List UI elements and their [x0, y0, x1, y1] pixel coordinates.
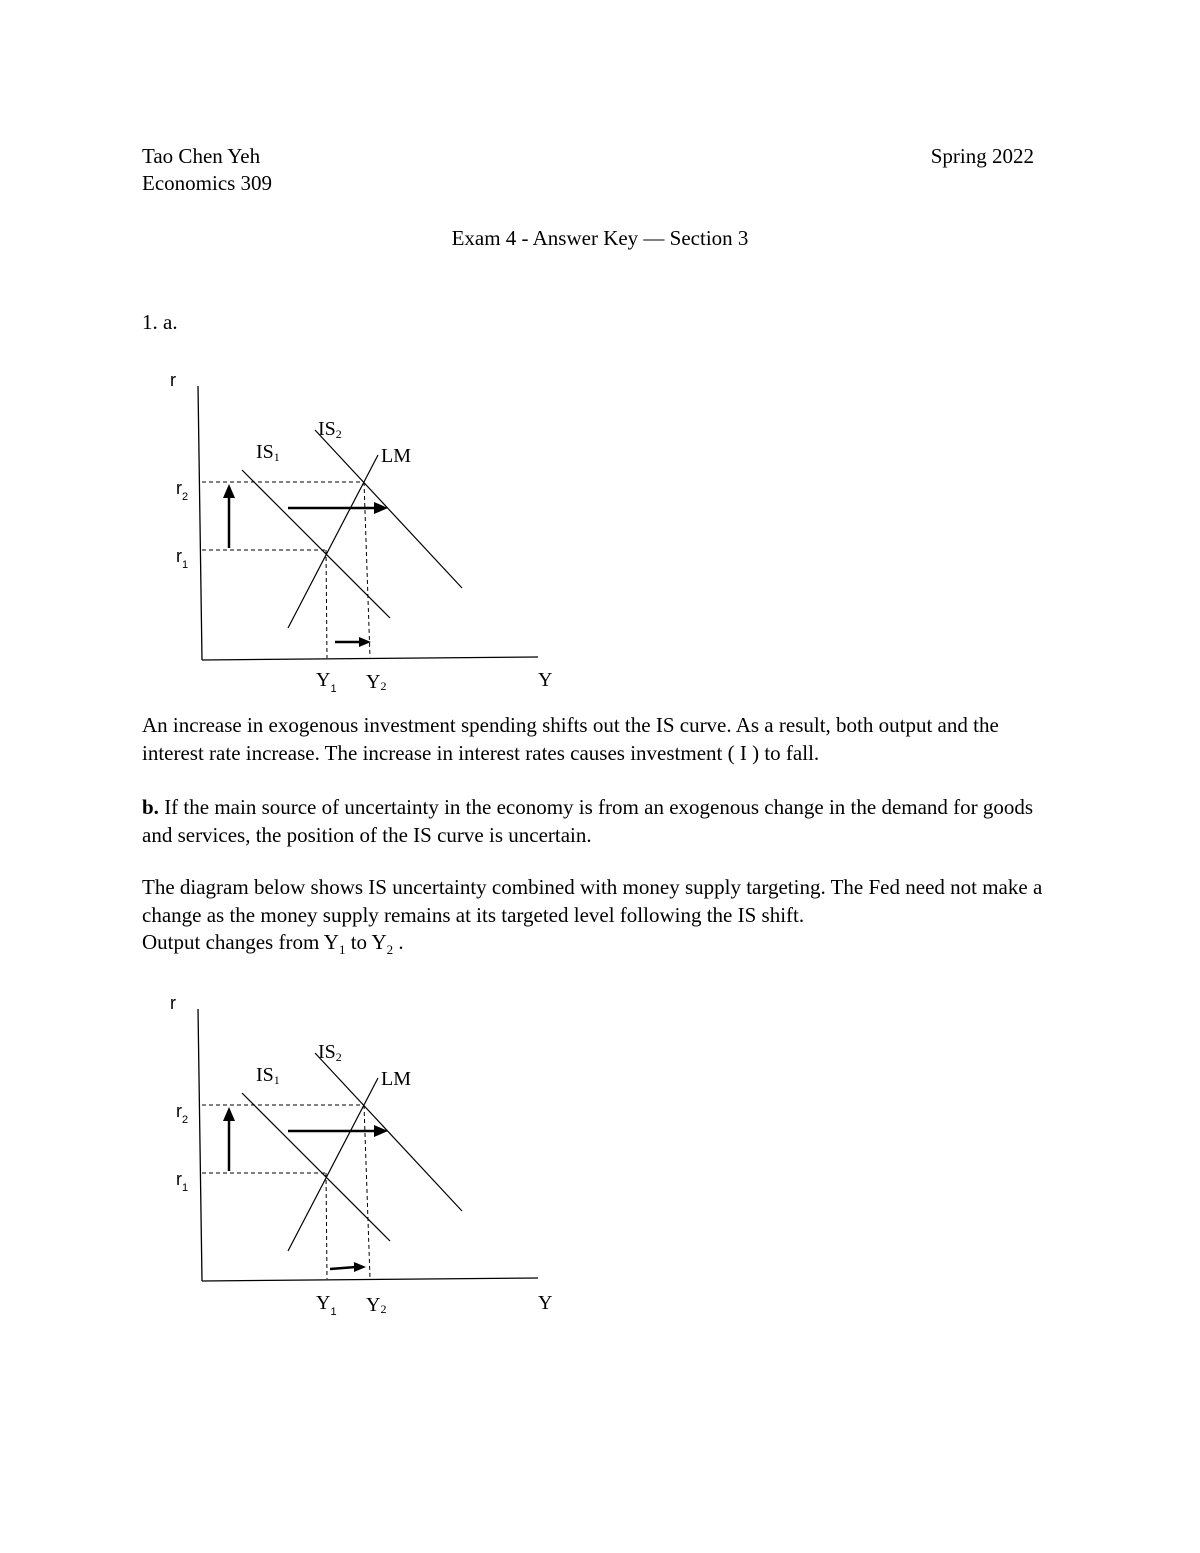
- interest-rate-arrow: [223, 484, 235, 548]
- lm-curve: [288, 1078, 378, 1251]
- part-b-paragraph-1: [142, 794, 1062, 849]
- part-b-paragraph-3: [142, 929, 1062, 964]
- output-arrow: [335, 637, 371, 647]
- r-axis-label: r: [170, 993, 176, 1013]
- part-b-paragraph-2: The diagram below shows IS uncertainty combined with money supply targeting. The Fed need not make a change as the money supply remains at its targeted level following the IS shift.: [142, 875, 1043, 927]
- r1-label: $r_1$: [176, 1169, 189, 1194]
- y1-label: $Y_1$: [316, 669, 337, 695]
- y1-guide: [326, 1173, 327, 1279]
- output-arrow: [330, 1262, 366, 1272]
- r2-label: $r_2$: [176, 478, 189, 503]
- term: Spring 2022: [930, 144, 1034, 168]
- output-text-mid: to Y: [345, 930, 387, 954]
- y-axis-label: Y: [538, 1292, 553, 1314]
- r1-label: $r_1$: [176, 546, 189, 571]
- y-axis: [202, 657, 538, 660]
- part-a-explanation: An increase in exogenous investment spending shifts out the IS curve. As a result, both output and the interest rate increase. The increase in interest rates causes investment ( I ) to fall.: [142, 713, 999, 765]
- diagram-axes: [198, 386, 538, 660]
- output-sub-1: 1: [338, 942, 346, 958]
- r-axis-label: r: [170, 370, 176, 390]
- y-axis: [202, 1278, 538, 1281]
- diagram-axes: [198, 1009, 538, 1281]
- is1-label: IS1: [256, 441, 280, 464]
- y2-label: Y2: [366, 1294, 387, 1316]
- page-title: Exam 4 - Answer Key — Section 3: [451, 226, 749, 250]
- y1-label: $Y_1$: [316, 1292, 337, 1318]
- y2-label: Y2: [366, 671, 387, 693]
- y1-guide: [326, 550, 327, 658]
- is-lm-diagram-2: [150, 983, 570, 1323]
- r2-label: $r_2$: [176, 1101, 189, 1126]
- part-b-label: b.: [142, 795, 159, 819]
- is-shift-arrow: [288, 502, 388, 514]
- question-label: 1. a.: [142, 310, 178, 334]
- output-text-prefix: Output changes from Y: [142, 930, 339, 954]
- course-name: Economics 309: [142, 171, 273, 195]
- is-shift-arrow: [288, 1125, 388, 1137]
- is1-label: IS1: [256, 1064, 280, 1087]
- part-b-text-1: If the main source of uncertainty in the economy is from an exogenous change in the demand for goods and services, the position of the IS curve is uncertain.: [142, 795, 1034, 847]
- r-axis: [198, 386, 202, 660]
- lm-label: LM: [381, 445, 411, 467]
- is-lm-diagram-1: [150, 360, 570, 700]
- y-axis-label: Y: [538, 669, 553, 691]
- is2-label: IS2: [318, 1041, 342, 1064]
- is2-label: IS2: [318, 418, 342, 441]
- r-axis: [198, 1009, 202, 1281]
- lm-curve: [288, 455, 378, 628]
- output-sub-2: 2: [386, 942, 394, 958]
- output-text-end: .: [393, 930, 404, 954]
- interest-rate-arrow: [223, 1107, 235, 1171]
- author-name: Tao Chen Yeh: [142, 144, 261, 168]
- lm-label: LM: [381, 1068, 411, 1090]
